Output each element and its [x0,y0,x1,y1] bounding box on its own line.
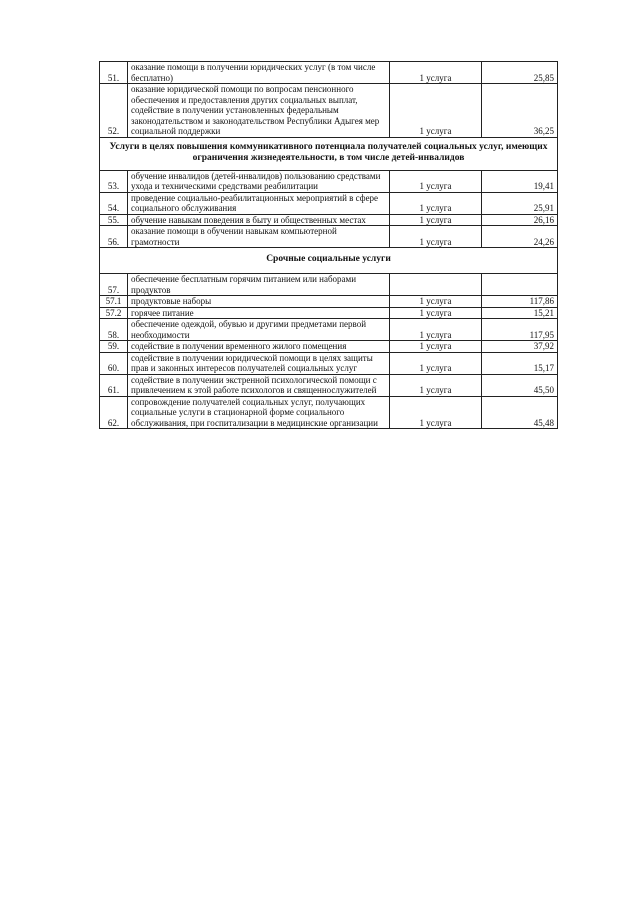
section-title: Срочные социальные услуги [100,248,558,274]
service-name: оказание юридической помощи по вопросам пенсионного обеспечения и предоставления других социальных выплат, содействие в получении установленных федеральным законодательством и законодательством Республики Адыгея мер социальной поддержки [128,84,390,138]
table-row [100,341,558,353]
service-name: содействие в получении экстренной психологической помощи с привлечением к этой работе психологов и священнослужителей [128,374,390,396]
service-price: 25,85 [482,62,558,84]
table-row [100,396,558,429]
service-unit: 1 услуга [390,341,482,353]
table-row [100,352,558,374]
service-price: 19,41 [482,170,558,192]
service-number: 57.1 [100,296,128,308]
table-row [100,84,558,138]
service-unit: 1 услуга [390,352,482,374]
service-name: оказание помощи в получении юридических услуг (в том числе бесплатно) [128,62,390,84]
table-row [100,62,558,84]
section-title: Услуги в целях повышения коммуникативного потенциала получателей социальных услуг, имеющих ограничения жизнедеятельности, в том числе детей-инвалидов [100,137,558,170]
service-price: 45,50 [482,374,558,396]
section-header-row [100,248,558,274]
service-number: 51. [100,62,128,84]
service-number: 53. [100,170,128,192]
service-number: 61. [100,374,128,396]
service-unit: 1 услуга [390,84,482,138]
table-body [100,62,558,429]
service-price: 24,26 [482,226,558,248]
services-tariff-table [99,61,558,429]
service-number: 57. [100,274,128,296]
service-price: 117,86 [482,296,558,308]
service-price: 15,21 [482,307,558,319]
service-number: 56. [100,226,128,248]
service-number: 54. [100,192,128,214]
table-row [100,374,558,396]
service-unit: 1 услуга [390,319,482,341]
table-row [100,214,558,226]
service-unit: 1 услуга [390,192,482,214]
table-row [100,296,558,308]
service-unit: 1 услуга [390,62,482,84]
table-row [100,226,558,248]
service-unit [390,274,482,296]
table-row [100,192,558,214]
section-header-row [100,137,558,170]
table-row [100,307,558,319]
service-unit: 1 услуга [390,214,482,226]
service-number: 55. [100,214,128,226]
service-number: 57.2 [100,307,128,319]
service-name: горячее питание [128,307,390,319]
service-name: сопровождение получателей социальных услуг, получающих социальные услуги в стационарной форме социального обслуживания, при госпитализации в медицинские организации [128,396,390,429]
service-number: 60. [100,352,128,374]
service-unit: 1 услуга [390,307,482,319]
service-unit: 1 услуга [390,296,482,308]
service-name: обучение навыкам поведения в быту и общественных местах [128,214,390,226]
service-name: оказание помощи в обучении навыкам компьютерной грамотности [128,226,390,248]
table-row [100,170,558,192]
service-price: 37,92 [482,341,558,353]
service-number: 59. [100,341,128,353]
service-name: обучение инвалидов (детей-инвалидов) пользованию средствами ухода и техническими средствами реабилитации [128,170,390,192]
service-price: 45,48 [482,396,558,429]
service-price: 36,25 [482,84,558,138]
service-price: 117,95 [482,319,558,341]
service-unit: 1 услуга [390,396,482,429]
service-price: 25,91 [482,192,558,214]
service-number: 58. [100,319,128,341]
table-row [100,274,558,296]
service-unit: 1 услуга [390,374,482,396]
service-unit: 1 услуга [390,170,482,192]
service-price [482,274,558,296]
service-price: 26,16 [482,214,558,226]
service-name: обеспечение одеждой, обувью и другими предметами первой необходимости [128,319,390,341]
service-unit: 1 услуга [390,226,482,248]
service-name: обеспечение бесплатным горячим питанием или наборами продуктов [128,274,390,296]
service-price: 15,17 [482,352,558,374]
service-name: содействие в получении юридической помощи в целях защиты прав и законных интересов получателей социальных услуг [128,352,390,374]
service-name: продуктовые наборы [128,296,390,308]
service-name: содействие в получении временного жилого помещения [128,341,390,353]
table-row [100,319,558,341]
service-number: 52. [100,84,128,138]
service-number: 62. [100,396,128,429]
service-name: проведение социально-реабилитационных мероприятий в сфере социального обслуживания [128,192,390,214]
